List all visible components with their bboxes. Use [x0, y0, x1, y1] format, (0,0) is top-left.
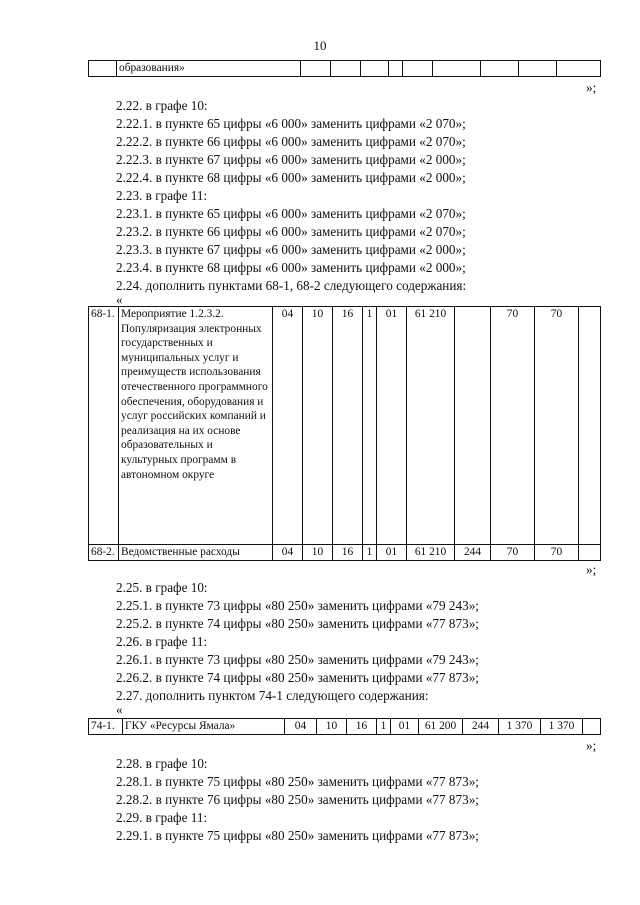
row-number: 68-1.	[89, 307, 119, 545]
text-line: 2.25.2. в пункте 74 цифры «80 250» заменить цифрами «77 873»;	[116, 616, 479, 631]
text-line: 2.23. в графе 11:	[116, 188, 208, 203]
cell: 10	[303, 545, 333, 561]
text-line: 2.22.1. в пункте 65 цифры «6 000» заменить цифрами «2 070»;	[116, 116, 466, 131]
opening-quote: «	[116, 292, 123, 307]
table-row	[89, 307, 601, 545]
row-number: 68-2.	[89, 545, 119, 561]
text-line: 2.26.1. в пункте 73 цифры «80 250» заменить цифрами «79 243»;	[116, 652, 479, 667]
text-line: 2.29. в графе 11:	[116, 810, 208, 825]
cell: 70	[535, 307, 579, 545]
text-line: 2.27. дополнить пунктом 74-1 следующего содержания:	[116, 688, 429, 703]
top-table-cell: образования»	[117, 61, 301, 77]
cell: 01	[377, 545, 407, 561]
text-line: 2.25. в графе 10:	[116, 580, 208, 595]
cell: 61 200	[419, 719, 463, 735]
cell: 61 210	[407, 545, 455, 561]
cell: 61 210	[407, 307, 455, 545]
cell: 04	[273, 307, 303, 545]
text-line: 2.24. дополнить пунктами 68-1, 68-2 следующего содержания:	[116, 278, 467, 293]
cell: 16	[333, 545, 363, 561]
text-line: 2.23.2. в пункте 66 цифры «6 000» заменить цифрами «2 070»;	[116, 224, 466, 239]
row-name: Мероприятие 1.2.3.2. Популяризация электронных государственных и муниципальных услуг и преимуществ использования отечественного программного обеспечения, оборудования и услуг российских компаний и реализация на их основе образовательных и культурных программ в автономном округе	[119, 307, 273, 545]
text-line: 2.29.1. в пункте 75 цифры «80 250» заменить цифрами «77 873»;	[116, 828, 479, 843]
table-items-68	[88, 306, 601, 561]
cell: 1	[377, 719, 391, 735]
cell: 70	[491, 545, 535, 561]
cell: 1	[363, 545, 377, 561]
text-line: 2.26.2. в пункте 74 цифры «80 250» заменить цифрами «77 873»;	[116, 670, 479, 685]
closing-quote: »;	[586, 80, 597, 95]
top-table-fragment	[88, 60, 601, 77]
row-name: ГКУ «Ресурсы Ямала»	[123, 719, 285, 735]
cell: 244	[463, 719, 499, 735]
row-name: Ведомственные расходы	[119, 545, 273, 561]
cell: 1 370	[541, 719, 583, 735]
cell: 70	[535, 545, 579, 561]
cell: 10	[303, 307, 333, 545]
text-line: 2.28.1. в пункте 75 цифры «80 250» заменить цифрами «77 873»;	[116, 774, 479, 789]
cell: 01	[391, 719, 419, 735]
text-line: 2.26. в графе 11:	[116, 634, 208, 649]
row-number: 74-1.	[89, 719, 123, 735]
text-line: 2.23.1. в пункте 65 цифры «6 000» заменить цифрами «2 070»;	[116, 206, 466, 221]
text-line: 2.28.2. в пункте 76 цифры «80 250» заменить цифрами «77 873»;	[116, 792, 479, 807]
cell: 16	[347, 719, 377, 735]
cell: 04	[285, 719, 317, 735]
cell: 10	[317, 719, 347, 735]
cell: 1 370	[499, 719, 541, 735]
text-line: 2.28. в графе 10:	[116, 756, 208, 771]
text-line: 2.22. в графе 10:	[116, 98, 208, 113]
cell: 01	[377, 307, 407, 545]
cell: 04	[273, 545, 303, 561]
cell: 70	[491, 307, 535, 545]
text-line: 2.23.4. в пункте 68 цифры «6 000» заменить цифрами «2 000»;	[116, 260, 466, 275]
cell	[455, 307, 491, 545]
closing-quote: »;	[586, 738, 597, 753]
table-item-74-1	[88, 718, 601, 735]
text-line: 2.22.4. в пункте 68 цифры «6 000» заменить цифрами «2 000»;	[116, 170, 466, 185]
cell: 16	[333, 307, 363, 545]
table-row	[89, 719, 601, 735]
closing-quote: »;	[586, 562, 597, 577]
text-line: 2.23.3. в пункте 67 цифры «6 000» заменить цифрами «2 000»;	[116, 242, 466, 257]
text-line: 2.22.3. в пункте 67 цифры «6 000» заменить цифрами «2 000»;	[116, 152, 466, 167]
text-line: 2.25.1. в пункте 73 цифры «80 250» заменить цифрами «79 243»;	[116, 598, 479, 613]
page-number: 10	[313, 38, 327, 53]
cell: 244	[455, 545, 491, 561]
opening-quote: «	[116, 702, 123, 717]
table-row	[89, 545, 601, 561]
text-line: 2.22.2. в пункте 66 цифры «6 000» заменить цифрами «2 070»;	[116, 134, 466, 149]
cell: 1	[363, 307, 377, 545]
